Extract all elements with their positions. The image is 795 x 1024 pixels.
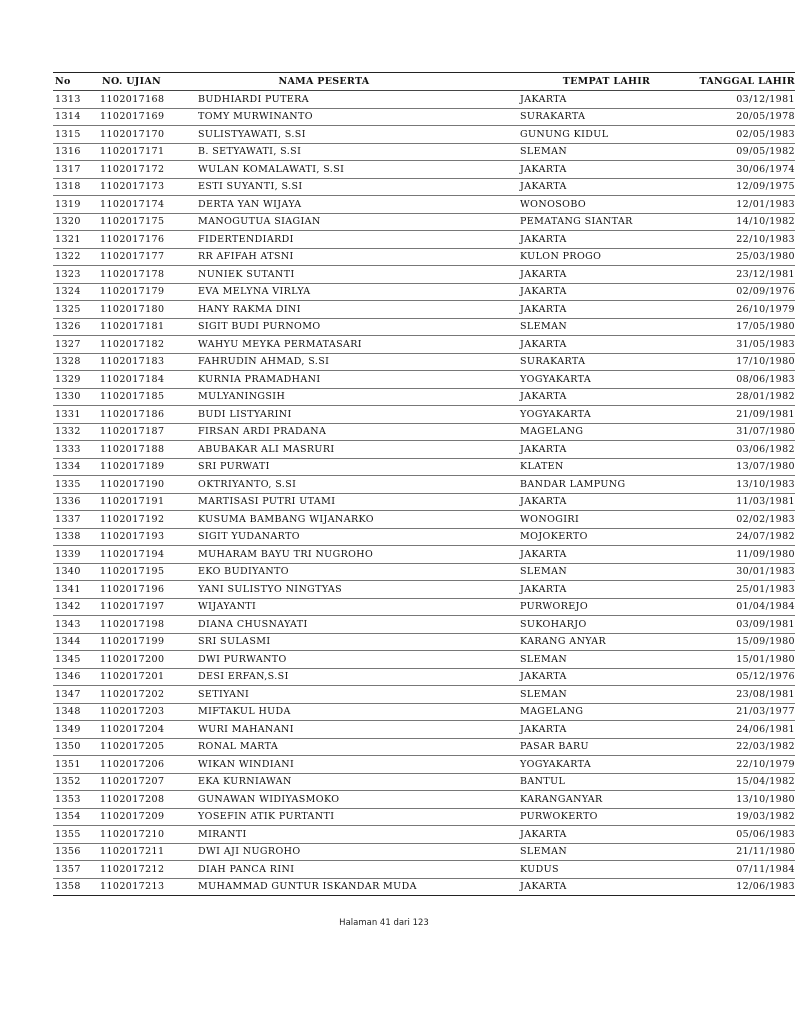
cell-tempat-lahir: KUDUS bbox=[520, 861, 693, 879]
cell-tempat-lahir: BANTUL bbox=[520, 773, 693, 791]
cell-no: 1315 bbox=[53, 126, 100, 144]
cell-nama-peserta: SULISTYAWATI, S.SI bbox=[198, 126, 520, 144]
cell-nama-peserta: WAHYU MEYKA PERMATASARI bbox=[198, 336, 520, 354]
table-row bbox=[53, 318, 795, 336]
cell-nama-peserta: ESTI SUYANTI, S.SI bbox=[198, 178, 520, 196]
cell-no-ujian: 1102017206 bbox=[100, 756, 198, 774]
cell-no: 1355 bbox=[53, 826, 100, 844]
cell-tanggal-lahir: 13/10/1983 bbox=[693, 476, 795, 494]
cell-nama-peserta: YANI SULISTYO NINGTYAS bbox=[198, 581, 520, 599]
cell-tanggal-lahir: 23/12/1981 bbox=[693, 266, 795, 284]
header-tempat-lahir: TEMPAT LAHIR bbox=[520, 73, 693, 91]
cell-no: 1313 bbox=[53, 91, 100, 109]
cell-nama-peserta: EVA MELYNA VIRLYA bbox=[198, 283, 520, 301]
cell-no-ujian: 1102017191 bbox=[100, 493, 198, 511]
cell-nama-peserta: MULYANINGSIH bbox=[198, 388, 520, 406]
table-row bbox=[53, 511, 795, 529]
cell-tempat-lahir: PURWOKERTO bbox=[520, 808, 693, 826]
table-row bbox=[53, 738, 795, 756]
cell-nama-peserta: DIANA CHUSNAYATI bbox=[198, 616, 520, 634]
cell-tanggal-lahir: 03/09/1981 bbox=[693, 616, 795, 634]
cell-tempat-lahir: KULON PROGO bbox=[520, 248, 693, 266]
cell-tanggal-lahir: 22/03/1982 bbox=[693, 738, 795, 756]
cell-tanggal-lahir: 30/01/1983 bbox=[693, 563, 795, 581]
cell-nama-peserta: NUNIEK SUTANTI bbox=[198, 266, 520, 284]
cell-nama-peserta: RONAL MARTA bbox=[198, 738, 520, 756]
cell-tanggal-lahir: 19/03/1982 bbox=[693, 808, 795, 826]
cell-tanggal-lahir: 31/05/1983 bbox=[693, 336, 795, 354]
cell-tempat-lahir: JAKARTA bbox=[520, 546, 693, 564]
cell-nama-peserta: DWI PURWANTO bbox=[198, 651, 520, 669]
table-row bbox=[53, 178, 795, 196]
table-row bbox=[53, 196, 795, 214]
cell-no: 1317 bbox=[53, 161, 100, 179]
cell-tempat-lahir: MAGELANG bbox=[520, 423, 693, 441]
table-row bbox=[53, 458, 795, 476]
cell-nama-peserta: FAHRUDIN AHMAD, S.SI bbox=[198, 353, 520, 371]
cell-no: 1345 bbox=[53, 651, 100, 669]
cell-tanggal-lahir: 02/02/1983 bbox=[693, 511, 795, 529]
table-row bbox=[53, 493, 795, 511]
cell-nama-peserta: KURNIA PRAMADHANI bbox=[198, 371, 520, 389]
table-row bbox=[53, 756, 795, 774]
participant-table bbox=[53, 72, 795, 896]
cell-tanggal-lahir: 25/03/1980 bbox=[693, 248, 795, 266]
cell-tanggal-lahir: 22/10/1979 bbox=[693, 756, 795, 774]
cell-tanggal-lahir: 08/06/1983 bbox=[693, 371, 795, 389]
cell-no-ujian: 1102017188 bbox=[100, 441, 198, 459]
cell-no: 1349 bbox=[53, 721, 100, 739]
cell-no: 1320 bbox=[53, 213, 100, 231]
cell-no-ujian: 1102017175 bbox=[100, 213, 198, 231]
table-row bbox=[53, 353, 795, 371]
table-header bbox=[53, 73, 795, 91]
cell-tanggal-lahir: 31/07/1980 bbox=[693, 423, 795, 441]
header-nama-peserta: NAMA PESERTA bbox=[198, 73, 520, 91]
cell-no-ujian: 1102017209 bbox=[100, 808, 198, 826]
cell-tempat-lahir: JAKARTA bbox=[520, 668, 693, 686]
table-row bbox=[53, 336, 795, 354]
cell-tanggal-lahir: 11/03/1981 bbox=[693, 493, 795, 511]
cell-no-ujian: 1102017187 bbox=[100, 423, 198, 441]
cell-no: 1331 bbox=[53, 406, 100, 424]
cell-tempat-lahir: BANDAR LAMPUNG bbox=[520, 476, 693, 494]
cell-nama-peserta: MIFTAKUL HUDA bbox=[198, 703, 520, 721]
cell-no-ujian: 1102017196 bbox=[100, 581, 198, 599]
cell-no-ujian: 1102017176 bbox=[100, 231, 198, 249]
cell-no: 1350 bbox=[53, 738, 100, 756]
cell-nama-peserta: TOMY MURWINANTO bbox=[198, 108, 520, 126]
cell-nama-peserta: FIRSAN ARDI PRADANA bbox=[198, 423, 520, 441]
table-row bbox=[53, 161, 795, 179]
cell-no: 1332 bbox=[53, 423, 100, 441]
header-row bbox=[53, 73, 795, 91]
cell-tempat-lahir: YOGYAKARTA bbox=[520, 371, 693, 389]
cell-tempat-lahir: KARANG ANYAR bbox=[520, 633, 693, 651]
cell-tanggal-lahir: 03/06/1982 bbox=[693, 441, 795, 459]
cell-no: 1339 bbox=[53, 546, 100, 564]
table-row bbox=[53, 371, 795, 389]
cell-tempat-lahir: JAKARTA bbox=[520, 878, 693, 896]
header-tanggal-lahir: TANGGAL LAHIR bbox=[693, 73, 795, 91]
cell-nama-peserta: FIDERTENDIARDI bbox=[198, 231, 520, 249]
cell-tempat-lahir: YOGYAKARTA bbox=[520, 756, 693, 774]
cell-no: 1338 bbox=[53, 528, 100, 546]
cell-no: 1318 bbox=[53, 178, 100, 196]
cell-tanggal-lahir: 13/07/1980 bbox=[693, 458, 795, 476]
cell-tempat-lahir: JAKARTA bbox=[520, 721, 693, 739]
cell-no-ujian: 1102017181 bbox=[100, 318, 198, 336]
cell-tanggal-lahir: 21/03/1977 bbox=[693, 703, 795, 721]
cell-no-ujian: 1102017184 bbox=[100, 371, 198, 389]
cell-tempat-lahir: JAKARTA bbox=[520, 493, 693, 511]
cell-no: 1340 bbox=[53, 563, 100, 581]
cell-tempat-lahir: JAKARTA bbox=[520, 91, 693, 109]
cell-no-ujian: 1102017177 bbox=[100, 248, 198, 266]
cell-no: 1325 bbox=[53, 301, 100, 319]
cell-no: 1353 bbox=[53, 791, 100, 809]
table-row bbox=[53, 266, 795, 284]
cell-no: 1327 bbox=[53, 336, 100, 354]
cell-tanggal-lahir: 03/12/1981 bbox=[693, 91, 795, 109]
cell-tanggal-lahir: 15/04/1982 bbox=[693, 773, 795, 791]
table-row bbox=[53, 616, 795, 634]
cell-tempat-lahir: WONOGIRI bbox=[520, 511, 693, 529]
cell-tempat-lahir: JAKARTA bbox=[520, 336, 693, 354]
table-row bbox=[53, 283, 795, 301]
cell-tempat-lahir: JAKARTA bbox=[520, 266, 693, 284]
table-row bbox=[53, 528, 795, 546]
table-row bbox=[53, 581, 795, 599]
cell-no: 1337 bbox=[53, 511, 100, 529]
cell-nama-peserta: SETIYANI bbox=[198, 686, 520, 704]
cell-tanggal-lahir: 14/10/1982 bbox=[693, 213, 795, 231]
cell-no-ujian: 1102017197 bbox=[100, 598, 198, 616]
table-row bbox=[53, 878, 795, 896]
cell-nama-peserta: MUHAMMAD GUNTUR ISKANDAR MUDA bbox=[198, 878, 520, 896]
table-row bbox=[53, 721, 795, 739]
cell-tanggal-lahir: 17/05/1980 bbox=[693, 318, 795, 336]
cell-nama-peserta: SRI PURWATI bbox=[198, 458, 520, 476]
header-no: No bbox=[53, 73, 100, 91]
cell-no-ujian: 1102017202 bbox=[100, 686, 198, 704]
cell-no: 1316 bbox=[53, 143, 100, 161]
cell-no-ujian: 1102017204 bbox=[100, 721, 198, 739]
cell-tempat-lahir: JAKARTA bbox=[520, 301, 693, 319]
cell-nama-peserta: BUDI LISTYARINI bbox=[198, 406, 520, 424]
cell-tanggal-lahir: 02/05/1983 bbox=[693, 126, 795, 144]
cell-nama-peserta: B. SETYAWATI, S.SI bbox=[198, 143, 520, 161]
cell-no-ujian: 1102017170 bbox=[100, 126, 198, 144]
cell-no-ujian: 1102017213 bbox=[100, 878, 198, 896]
cell-no-ujian: 1102017208 bbox=[100, 791, 198, 809]
cell-no: 1330 bbox=[53, 388, 100, 406]
table-row bbox=[53, 441, 795, 459]
cell-tempat-lahir: PEMATANG SIANTAR bbox=[520, 213, 693, 231]
cell-tanggal-lahir: 12/06/1983 bbox=[693, 878, 795, 896]
table-row bbox=[53, 546, 795, 564]
table-row bbox=[53, 423, 795, 441]
cell-nama-peserta: YOSEFIN ATIK PURTANTI bbox=[198, 808, 520, 826]
table-row bbox=[53, 143, 795, 161]
cell-tanggal-lahir: 21/11/1980 bbox=[693, 843, 795, 861]
table-row bbox=[53, 388, 795, 406]
cell-tempat-lahir: MOJOKERTO bbox=[520, 528, 693, 546]
cell-tanggal-lahir: 12/09/1975 bbox=[693, 178, 795, 196]
cell-no: 1358 bbox=[53, 878, 100, 896]
cell-tempat-lahir: SLEMAN bbox=[520, 318, 693, 336]
cell-no: 1346 bbox=[53, 668, 100, 686]
table-row bbox=[53, 791, 795, 809]
cell-nama-peserta: DIAH PANCA RINI bbox=[198, 861, 520, 879]
cell-tempat-lahir: WONOSOBO bbox=[520, 196, 693, 214]
cell-nama-peserta: ABUBAKAR ALI MASRURI bbox=[198, 441, 520, 459]
table-row bbox=[53, 213, 795, 231]
cell-no-ujian: 1102017180 bbox=[100, 301, 198, 319]
cell-tanggal-lahir: 17/10/1980 bbox=[693, 353, 795, 371]
cell-no: 1347 bbox=[53, 686, 100, 704]
cell-no-ujian: 1102017201 bbox=[100, 668, 198, 686]
cell-no: 1356 bbox=[53, 843, 100, 861]
cell-tempat-lahir: SLEMAN bbox=[520, 563, 693, 581]
cell-no-ujian: 1102017198 bbox=[100, 616, 198, 634]
cell-no-ujian: 1102017182 bbox=[100, 336, 198, 354]
cell-tanggal-lahir: 11/09/1980 bbox=[693, 546, 795, 564]
cell-no-ujian: 1102017194 bbox=[100, 546, 198, 564]
cell-no-ujian: 1102017173 bbox=[100, 178, 198, 196]
cell-no-ujian: 1102017199 bbox=[100, 633, 198, 651]
cell-no: 1321 bbox=[53, 231, 100, 249]
cell-nama-peserta: GUNAWAN WIDIYASMOKO bbox=[198, 791, 520, 809]
table-body bbox=[53, 91, 795, 896]
page-number: Halaman 41 dari 123 bbox=[339, 918, 429, 928]
cell-nama-peserta: SRI SULASMI bbox=[198, 633, 520, 651]
cell-tanggal-lahir: 09/05/1982 bbox=[693, 143, 795, 161]
cell-no: 1324 bbox=[53, 283, 100, 301]
cell-no-ujian: 1102017178 bbox=[100, 266, 198, 284]
cell-no-ujian: 1102017205 bbox=[100, 738, 198, 756]
cell-tempat-lahir: SLEMAN bbox=[520, 143, 693, 161]
cell-no-ujian: 1102017186 bbox=[100, 406, 198, 424]
table-row bbox=[53, 703, 795, 721]
cell-no: 1341 bbox=[53, 581, 100, 599]
table-row bbox=[53, 651, 795, 669]
cell-no-ujian: 1102017212 bbox=[100, 861, 198, 879]
cell-tempat-lahir: JAKARTA bbox=[520, 161, 693, 179]
cell-tempat-lahir: JAKARTA bbox=[520, 581, 693, 599]
cell-nama-peserta: MANOGUTUA SIAGIAN bbox=[198, 213, 520, 231]
cell-no: 1336 bbox=[53, 493, 100, 511]
cell-nama-peserta: SIGIT BUDI PURNOMO bbox=[198, 318, 520, 336]
cell-tempat-lahir: SLEMAN bbox=[520, 686, 693, 704]
table-row bbox=[53, 826, 795, 844]
cell-tempat-lahir: PASAR BARU bbox=[520, 738, 693, 756]
cell-nama-peserta: HANY RAKMA DINI bbox=[198, 301, 520, 319]
cell-tempat-lahir: JAKARTA bbox=[520, 388, 693, 406]
table-row bbox=[53, 808, 795, 826]
cell-nama-peserta: WIKAN WINDIANI bbox=[198, 756, 520, 774]
cell-no-ujian: 1102017185 bbox=[100, 388, 198, 406]
cell-tanggal-lahir: 22/10/1983 bbox=[693, 231, 795, 249]
cell-no-ujian: 1102017210 bbox=[100, 826, 198, 844]
cell-tanggal-lahir: 30/06/1974 bbox=[693, 161, 795, 179]
cell-no: 1348 bbox=[53, 703, 100, 721]
cell-no: 1334 bbox=[53, 458, 100, 476]
cell-no-ujian: 1102017183 bbox=[100, 353, 198, 371]
cell-no: 1357 bbox=[53, 861, 100, 879]
cell-tempat-lahir: GUNUNG KIDUL bbox=[520, 126, 693, 144]
cell-no: 1343 bbox=[53, 616, 100, 634]
cell-no: 1322 bbox=[53, 248, 100, 266]
cell-tanggal-lahir: 05/12/1976 bbox=[693, 668, 795, 686]
cell-tanggal-lahir: 28/01/1982 bbox=[693, 388, 795, 406]
table-row bbox=[53, 668, 795, 686]
cell-tempat-lahir: SLEMAN bbox=[520, 843, 693, 861]
cell-nama-peserta: RR AFIFAH ATSNI bbox=[198, 248, 520, 266]
table-row bbox=[53, 301, 795, 319]
cell-tanggal-lahir: 05/06/1983 bbox=[693, 826, 795, 844]
cell-no: 1351 bbox=[53, 756, 100, 774]
table-row bbox=[53, 91, 795, 109]
cell-no-ujian: 1102017195 bbox=[100, 563, 198, 581]
table-row bbox=[53, 406, 795, 424]
cell-nama-peserta: WULAN KOMALAWATI, S.SI bbox=[198, 161, 520, 179]
table-row bbox=[53, 843, 795, 861]
cell-no-ujian: 1102017171 bbox=[100, 143, 198, 161]
table-row bbox=[53, 633, 795, 651]
cell-nama-peserta: WURI MAHANANI bbox=[198, 721, 520, 739]
cell-no: 1328 bbox=[53, 353, 100, 371]
cell-tanggal-lahir: 24/07/1982 bbox=[693, 528, 795, 546]
cell-no: 1335 bbox=[53, 476, 100, 494]
cell-no-ujian: 1102017192 bbox=[100, 511, 198, 529]
table-row bbox=[53, 861, 795, 879]
cell-no: 1344 bbox=[53, 633, 100, 651]
table-row bbox=[53, 598, 795, 616]
cell-no: 1323 bbox=[53, 266, 100, 284]
table-row bbox=[53, 686, 795, 704]
cell-no: 1329 bbox=[53, 371, 100, 389]
cell-no: 1319 bbox=[53, 196, 100, 214]
participant-list bbox=[53, 72, 795, 896]
table-row bbox=[53, 248, 795, 266]
table-row bbox=[53, 231, 795, 249]
cell-no-ujian: 1102017172 bbox=[100, 161, 198, 179]
cell-no: 1333 bbox=[53, 441, 100, 459]
cell-nama-peserta: DERTA YAN WIJAYA bbox=[198, 196, 520, 214]
cell-nama-peserta: EKA KURNIAWAN bbox=[198, 773, 520, 791]
cell-tanggal-lahir: 25/01/1983 bbox=[693, 581, 795, 599]
cell-tempat-lahir: SURAKARTA bbox=[520, 108, 693, 126]
cell-tempat-lahir: JAKARTA bbox=[520, 231, 693, 249]
cell-no: 1352 bbox=[53, 773, 100, 791]
cell-nama-peserta: DESI ERFAN,S.SI bbox=[198, 668, 520, 686]
cell-tanggal-lahir: 23/08/1981 bbox=[693, 686, 795, 704]
cell-tempat-lahir: KLATEN bbox=[520, 458, 693, 476]
cell-no-ujian: 1102017203 bbox=[100, 703, 198, 721]
cell-tanggal-lahir: 24/06/1981 bbox=[693, 721, 795, 739]
cell-tempat-lahir: SUKOHARJO bbox=[520, 616, 693, 634]
cell-nama-peserta: BUDHIARDI PUTERA bbox=[198, 91, 520, 109]
cell-tempat-lahir: SURAKARTA bbox=[520, 353, 693, 371]
cell-tanggal-lahir: 07/11/1984 bbox=[693, 861, 795, 879]
cell-tanggal-lahir: 21/09/1981 bbox=[693, 406, 795, 424]
cell-no-ujian: 1102017169 bbox=[100, 108, 198, 126]
cell-no-ujian: 1102017179 bbox=[100, 283, 198, 301]
cell-tanggal-lahir: 15/09/1980 bbox=[693, 633, 795, 651]
table-row bbox=[53, 476, 795, 494]
cell-no-ujian: 1102017200 bbox=[100, 651, 198, 669]
cell-no: 1354 bbox=[53, 808, 100, 826]
cell-nama-peserta: MARTISASI PUTRI UTAMI bbox=[198, 493, 520, 511]
table-row bbox=[53, 563, 795, 581]
cell-tempat-lahir: SLEMAN bbox=[520, 651, 693, 669]
cell-tanggal-lahir: 15/01/1980 bbox=[693, 651, 795, 669]
cell-no-ujian: 1102017207 bbox=[100, 773, 198, 791]
cell-no-ujian: 1102017174 bbox=[100, 196, 198, 214]
cell-tempat-lahir: MAGELANG bbox=[520, 703, 693, 721]
table-row bbox=[53, 773, 795, 791]
cell-no-ujian: 1102017168 bbox=[100, 91, 198, 109]
cell-no-ujian: 1102017211 bbox=[100, 843, 198, 861]
cell-tempat-lahir: KARANGANYAR bbox=[520, 791, 693, 809]
cell-no: 1314 bbox=[53, 108, 100, 126]
cell-tempat-lahir: PURWOREJO bbox=[520, 598, 693, 616]
cell-no: 1342 bbox=[53, 598, 100, 616]
cell-no: 1326 bbox=[53, 318, 100, 336]
cell-no-ujian: 1102017189 bbox=[100, 458, 198, 476]
cell-no-ujian: 1102017190 bbox=[100, 476, 198, 494]
cell-no-ujian: 1102017193 bbox=[100, 528, 198, 546]
cell-tanggal-lahir: 20/05/1978 bbox=[693, 108, 795, 126]
header-no-ujian: NO. UJIAN bbox=[100, 73, 198, 91]
cell-nama-peserta: OKTRIYANTO, S.SI bbox=[198, 476, 520, 494]
cell-nama-peserta: SIGIT YUDANARTO bbox=[198, 528, 520, 546]
cell-nama-peserta: EKO BUDIYANTO bbox=[198, 563, 520, 581]
cell-nama-peserta: DWI AJI NUGROHO bbox=[198, 843, 520, 861]
cell-tempat-lahir: JAKARTA bbox=[520, 826, 693, 844]
cell-tempat-lahir: JAKARTA bbox=[520, 178, 693, 196]
cell-tanggal-lahir: 02/09/1976 bbox=[693, 283, 795, 301]
table-row bbox=[53, 108, 795, 126]
cell-nama-peserta: KUSUMA BAMBANG WIJANARKO bbox=[198, 511, 520, 529]
table-row bbox=[53, 126, 795, 144]
cell-nama-peserta: MUHARAM BAYU TRI NUGROHO bbox=[198, 546, 520, 564]
cell-tempat-lahir: YOGYAKARTA bbox=[520, 406, 693, 424]
cell-tanggal-lahir: 12/01/1983 bbox=[693, 196, 795, 214]
cell-nama-peserta: WIJAYANTI bbox=[198, 598, 520, 616]
cell-tanggal-lahir: 01/04/1984 bbox=[693, 598, 795, 616]
cell-tanggal-lahir: 26/10/1979 bbox=[693, 301, 795, 319]
cell-nama-peserta: MIRANTI bbox=[198, 826, 520, 844]
cell-tempat-lahir: JAKARTA bbox=[520, 283, 693, 301]
cell-tanggal-lahir: 13/10/1980 bbox=[693, 791, 795, 809]
cell-tempat-lahir: JAKARTA bbox=[520, 441, 693, 459]
